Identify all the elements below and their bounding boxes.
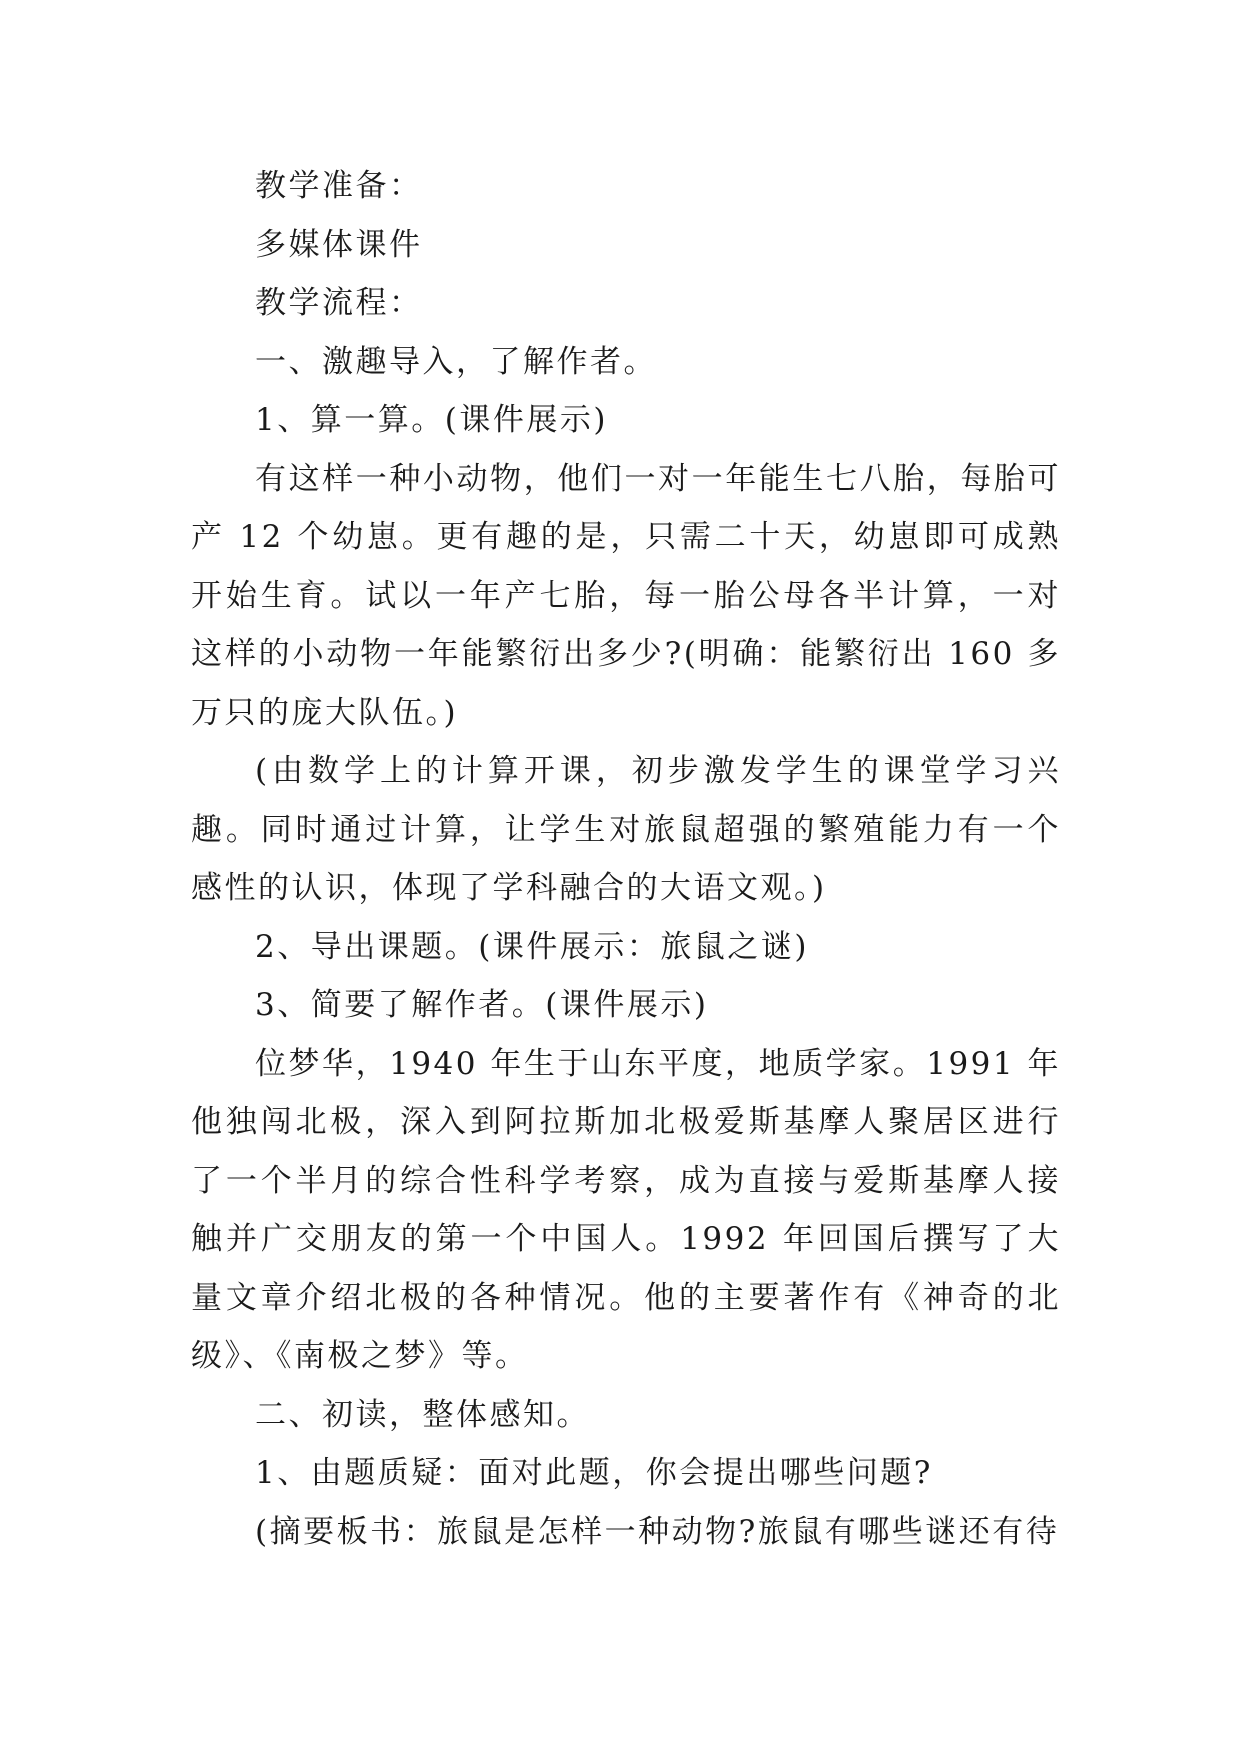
paragraph-author-bio: 位梦华，1940 年生于山东平度，地质学家。1991 年他独闯北极，深入到阿拉斯加北极爱斯基摩人聚居区进行了一个半月的综合性科学考察，成为直接与爱斯基摩人接触并广交朋友的第一个中国人。1992 年回国后撰写了大量文章介绍北极的各种情况。他的主要著作有《神奇的北级》、《南极之梦》等。 — [191, 1045, 1061, 1374]
paragraph-section-two: 二、初读，整体感知。 — [255, 1396, 590, 1433]
paragraph-section-one: 一、激趣导入，了解作者。 — [255, 343, 657, 380]
paragraph-step-author: 3、简要了解作者。(课件展示) — [255, 987, 709, 1023]
paragraph-multimedia: 多媒体课件 — [255, 226, 423, 263]
paragraph-small-animal: 有这样一种小动物，他们一对一年能生七八胎，每胎可产 12 个幼崽。更有趣的是，只需二十天，幼崽即可成熟开始生育。试以一年产七胎，每一胎公母各半计算，一对这样的小动物一年能繁衍出多少?(明确：能繁衍出 160 多万只的庞大队伍。) — [191, 460, 1061, 731]
paragraph-step-calculate: 1、算一算。(课件展示) — [255, 402, 608, 438]
paragraph-teaching-flow-heading: 教学流程： — [255, 285, 423, 321]
document-body — [191, 157, 1061, 1561]
paragraph-board-notes: (摘要板书：旅鼠是怎样一种动物?旅鼠有哪些谜还有待 — [255, 1513, 1060, 1550]
paragraph-step-title: 2、导出课题。(课件展示：旅鼠之谜) — [255, 928, 809, 965]
paragraph-math-note: (由数学上的计算开课，初步激发学生的课堂学习兴趣。同时通过计算，让学生对旅鼠超强的繁殖能力有一个感性的认识，体现了学科融合的大语文观。) — [191, 753, 1061, 906]
paragraph-teaching-prep-heading: 教学准备： — [255, 168, 423, 204]
paragraph-question: 1、由题质疑：面对此题，你会提出哪些问题? — [255, 1455, 933, 1491]
